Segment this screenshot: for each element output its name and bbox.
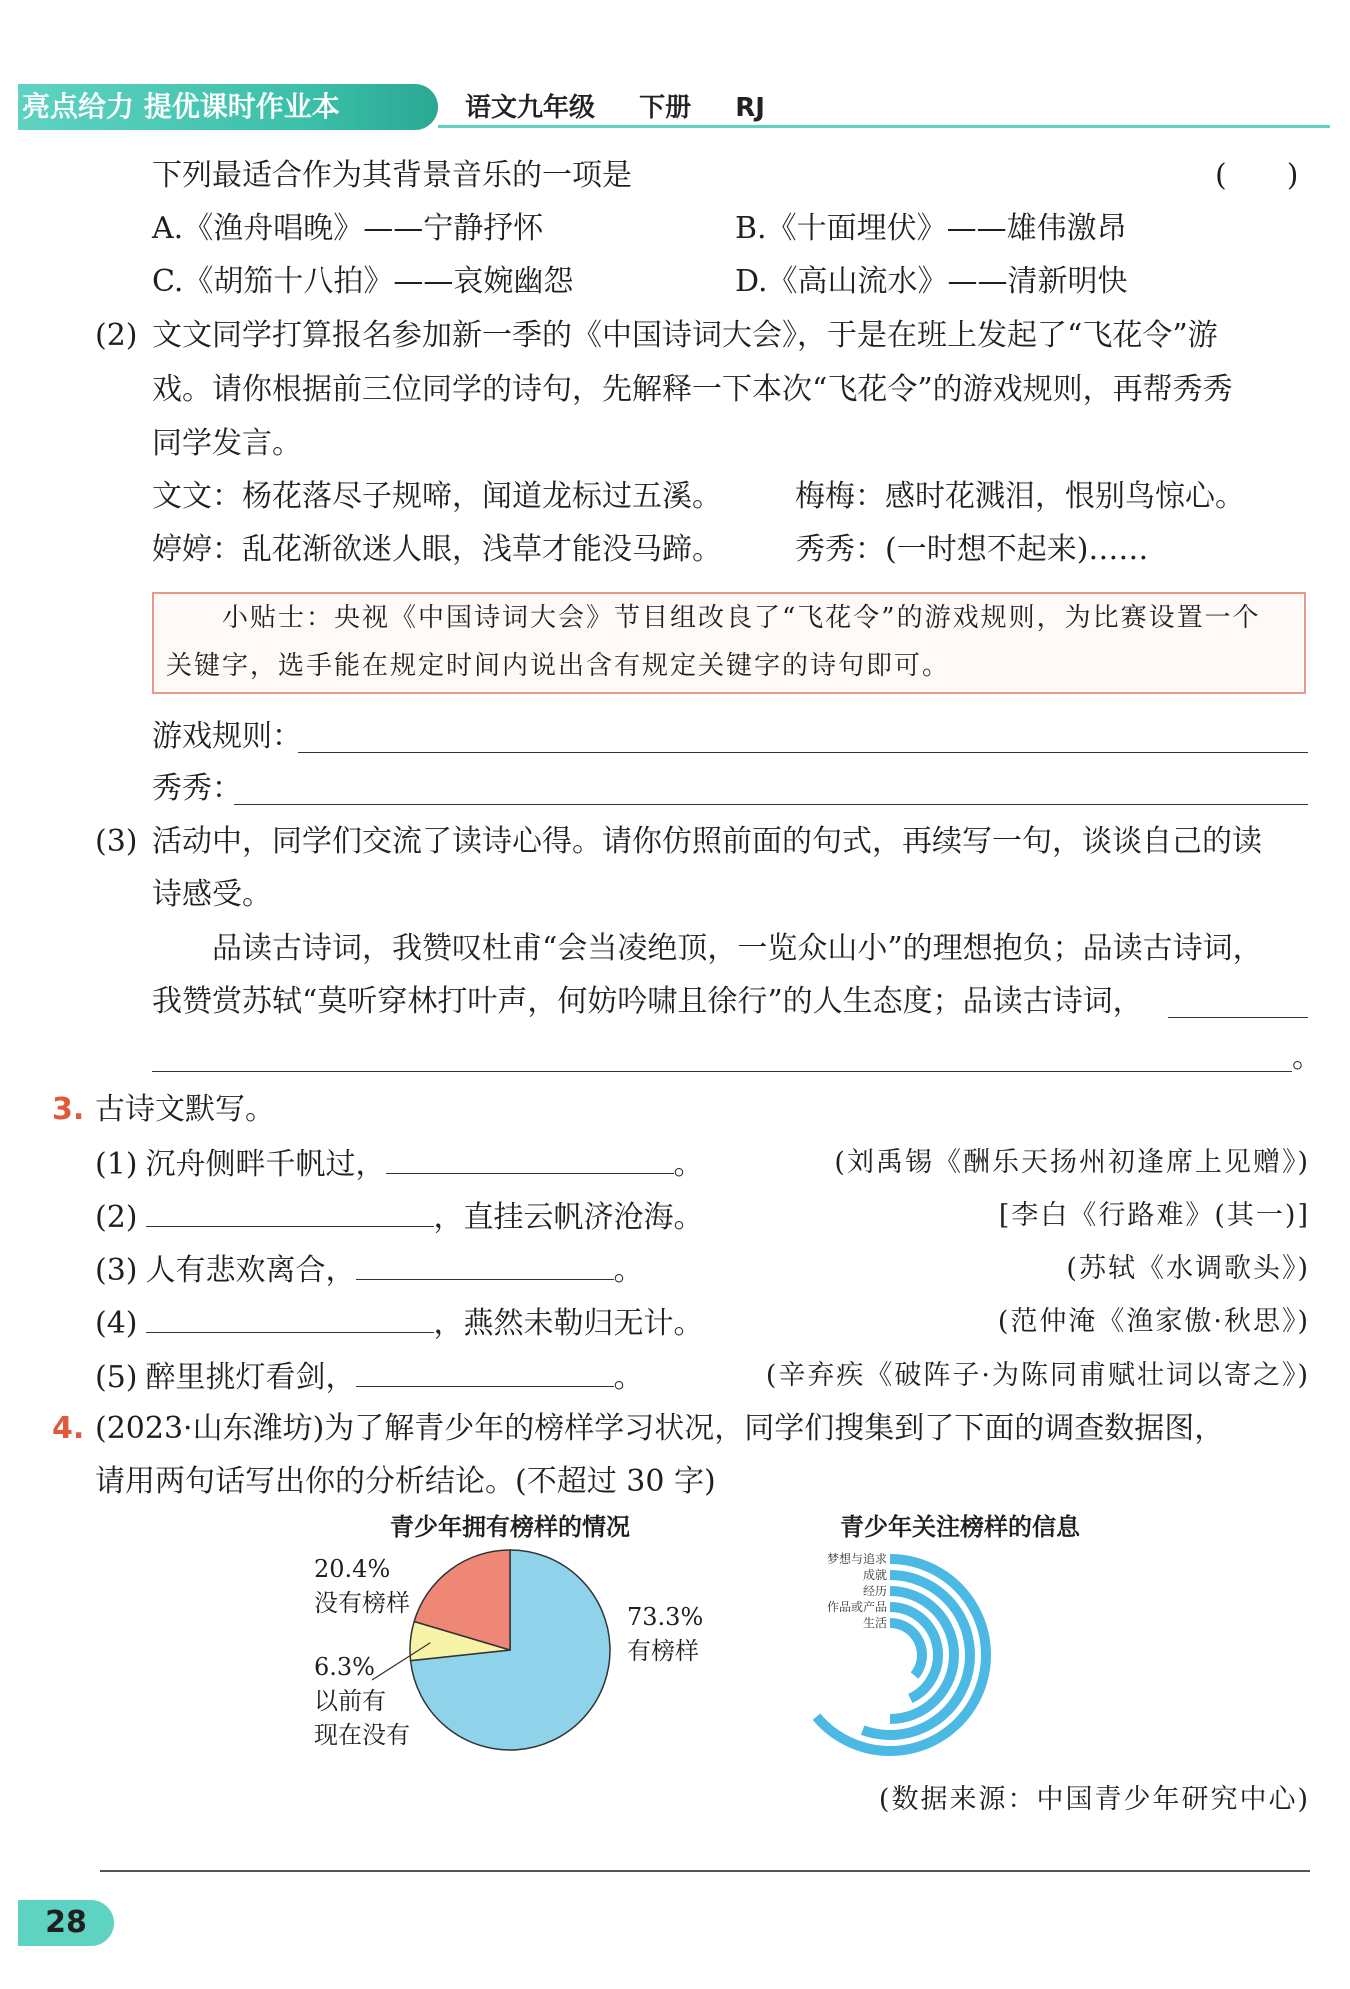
- section-4-number: 4.: [52, 1411, 85, 1446]
- radial-bar-5: [890, 1623, 922, 1676]
- pie-label-have-value: 73.3%: [627, 1603, 704, 1631]
- header-book: 语文九年级: [465, 93, 596, 123]
- recite-item-4-source: (范仲淹《渔家傲·秋思》): [997, 1306, 1310, 1337]
- q3-answer-line-2[interactable]: [152, 1071, 1292, 1072]
- radial-label-3: 经历: [862, 1584, 887, 1598]
- recite-item-5-source: (辛弃疾《破阵子·为陈同甫赋壮词以寄之》): [765, 1360, 1310, 1391]
- recite-item-4-blank[interactable]: [146, 1302, 434, 1333]
- section-3-number: 3.: [52, 1092, 85, 1127]
- header-edition: RJ: [735, 93, 765, 123]
- header-volume: 下册: [639, 93, 692, 123]
- recite-item-1-blank[interactable]: [386, 1143, 674, 1174]
- recite-item-5-blank[interactable]: [356, 1356, 614, 1387]
- q3-text-line-2: 诗感受。: [152, 877, 272, 912]
- header-book-info: [465, 88, 765, 128]
- q2-number: (2): [95, 318, 138, 353]
- recite-item-3-after: 。: [613, 1253, 644, 1288]
- radial-label-4: 作品或产品: [826, 1600, 887, 1614]
- pie-label-former-line-1: 以前有: [314, 1687, 386, 1715]
- rule-answer-line[interactable]: [298, 752, 1308, 753]
- recite-item-4-number: (4): [95, 1306, 138, 1341]
- q1-stem: 下列最适合作为其背景音乐的一项是: [152, 158, 632, 193]
- recite-item-4: [95, 1302, 704, 1344]
- pie-chart-title: 青少年拥有榜样的情况: [390, 1513, 630, 1541]
- q3-paragraph-line-1: 品读古诗词，我赞叹杜甫“会当凌绝顶，一览众山小”的理想抱负；品读古诗词，: [212, 931, 1263, 966]
- q2-text-line-1: 文文同学打算报名参加新一季的《中国诗词大会》，于是在班上发起了“飞花令”游: [152, 318, 1218, 353]
- poem-wenwen: 文文：杨花落尽子规啼，闻道龙标过五溪。: [152, 479, 722, 514]
- recite-item-1-number: (1): [95, 1147, 138, 1182]
- q1-option-c: C.《胡笳十八拍》——哀婉幽怨: [152, 264, 574, 299]
- poem-meimei: 梅梅：感时花溅泪，恨别鸟惊心。: [795, 479, 1245, 514]
- recite-item-5: [95, 1356, 644, 1398]
- recite-item-2-after: ，直挂云帆济沧海。: [433, 1200, 704, 1235]
- header-brand: 亮点给力 提优课时作业本: [22, 90, 340, 123]
- q2-text-line-3: 同学发言。: [152, 426, 302, 461]
- section-4-text-line-1: (2023·山东潍坊)为了解青少年的榜样学习状况，同学们搜集到了下面的调查数据图，: [95, 1411, 1225, 1446]
- recite-item-5-number: (5): [95, 1360, 138, 1395]
- recite-item-3-source: (苏轼《水调歌头》): [1066, 1253, 1310, 1284]
- recite-item-2: [95, 1196, 704, 1238]
- pie-label-former-line-2: 现在没有: [314, 1721, 410, 1749]
- recite-item-3-blank[interactable]: [356, 1249, 614, 1280]
- q1-answer-paren: ( ): [1215, 158, 1299, 193]
- radial-chart: [826, 1545, 1100, 1765]
- recite-item-2-source: [李白《行路难》(其一)]: [998, 1200, 1310, 1231]
- radial-chart-title: 青少年关注榜样的信息: [840, 1513, 1080, 1541]
- page-number: 28: [18, 1900, 114, 1946]
- q2-text-line-2: 戏。请你根据前三位同学的诗句，先解释一下本次“飞花令”的游戏规则，再帮秀秀: [152, 372, 1233, 407]
- recite-item-5-after: 。: [613, 1360, 644, 1395]
- tip-line-2: 关键字，选手能在规定时间内说出含有规定关键字的诗句即可。: [166, 651, 951, 681]
- recite-item-1-after: 。: [673, 1147, 704, 1182]
- q3-paragraph-line-2: 我赞赏苏轼“莫听穿林打叶声，何妨吟啸且徐行”的人生态度；品读古诗词，: [152, 984, 1143, 1019]
- tip-line-1: 小贴士：央视《中国诗词大会》节目组改良了“飞花令”的游戏规则，为比赛设置一个: [222, 603, 1261, 633]
- q1-option-b: B.《十面埋伏》——雄伟激昂: [735, 211, 1127, 246]
- pie-label-have: 有榜样: [627, 1637, 699, 1665]
- pie-label-none: 没有榜样: [314, 1589, 410, 1617]
- q3-answer-line-1[interactable]: [1168, 1017, 1308, 1018]
- radial-label-2: 成就: [862, 1568, 887, 1582]
- recite-item-1-before: 沉舟侧畔千帆过，: [145, 1147, 386, 1182]
- footer-rule: [100, 1870, 1310, 1872]
- recite-item-2-blank[interactable]: [146, 1196, 434, 1227]
- poem-xiuxiu: 秀秀：(一时想不起来)……: [795, 532, 1149, 567]
- recite-item-1: [95, 1143, 704, 1185]
- pie-chart: [380, 1545, 640, 1755]
- section-3-title: 古诗文默写。: [95, 1092, 275, 1127]
- q1-option-a: A.《渔舟唱晚》——宁静抒怀: [152, 211, 544, 246]
- data-source-note: (数据来源：中国青少年研究中心): [878, 1784, 1310, 1815]
- recite-item-3: [95, 1249, 644, 1291]
- rule-label: 游戏规则：: [152, 719, 302, 754]
- xiuxiu-label: 秀秀：: [152, 771, 242, 806]
- pie-label-none-value: 20.4%: [314, 1555, 391, 1583]
- recite-item-5-before: 醉里挑灯看剑，: [145, 1360, 356, 1395]
- q3-number: (3): [95, 824, 138, 859]
- pie-label-former-value: 6.3%: [314, 1653, 375, 1681]
- q1-option-d: D.《高山流水》——清新明快: [735, 264, 1128, 299]
- poem-tingting: 婷婷：乱花渐欲迷人眼，浅草才能没马蹄。: [152, 532, 722, 567]
- recite-item-4-after: ，燕然未勒归无计。: [433, 1306, 704, 1341]
- radial-label-5: 生活: [862, 1616, 887, 1630]
- recite-item-3-number: (3): [95, 1253, 138, 1288]
- section-4-text-line-2: 请用两句话写出你的分析结论。(不超过 30 字): [95, 1464, 716, 1499]
- xiuxiu-answer-line[interactable]: [234, 804, 1308, 805]
- recite-item-3-before: 人有悲欢离合，: [145, 1253, 356, 1288]
- recite-item-1-source: (刘禹锡《酬乐天扬州初逢席上见赠》): [834, 1147, 1310, 1178]
- q3-end-mark: 。: [1292, 1040, 1322, 1075]
- q3-text-line-1: 活动中，同学们交流了读诗心得。请你仿照前面的句式，再续写一句，谈谈自己的读: [152, 824, 1262, 859]
- recite-item-2-number: (2): [95, 1200, 138, 1235]
- radial-label-1: 梦想与追求: [826, 1552, 887, 1566]
